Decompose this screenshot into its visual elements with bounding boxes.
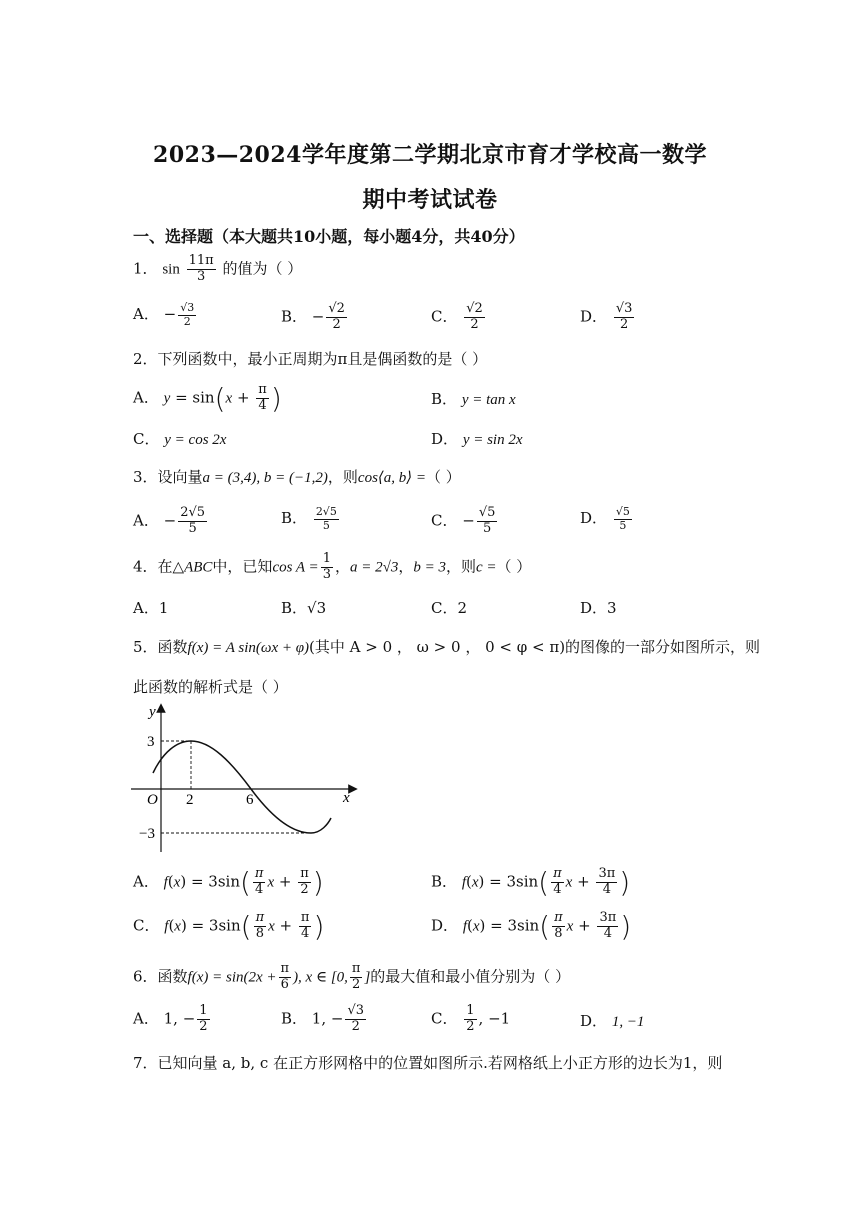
- question-5-line2: 此函数的解析式是（ ）: [133, 678, 288, 696]
- q5-option-a[interactable]: A． f(x) = 3sin( $\frac{\pi}{4}$ x + $\frac{\pi}{2}$ ): [133, 866, 324, 899]
- fraction: $\frac{11\pi}{3}$: [188, 253, 214, 284]
- tick-6: 6: [246, 792, 254, 808]
- question-6: 6．函数f(x) = sin(2x + $\frac{\pi}{6}$ ), x ∈ [0, $\frac{\pi}{2}$ ]的最大值和最小值分别为（ ）: [133, 961, 571, 992]
- question-5-line1: 5．函数f(x) = A sin(ωx + φ)(其中 A > 0 ， ω > 0 ， 0 < φ < π)的图像的一部分如图所示，则: [133, 638, 761, 656]
- question-7: 7．已知向量 a, b, c 在正方形网格中的位置如图所示.若网格纸上小正方形的边长为1，则: [133, 1054, 723, 1072]
- q1-option-a[interactable]: A． − $\frac{√3}{2}$: [133, 301, 195, 328]
- q1-option-b[interactable]: B． − $\frac{√2}{2}$: [281, 301, 345, 332]
- question-1: 1． sin $\frac{11\pi}{3}$ 的值为（ ）: [133, 253, 303, 284]
- q1-option-c[interactable]: C． $\frac{√2}{2}$: [431, 301, 483, 332]
- section-heading: 一、选择题（本大题共10小题，每小题4分，共40分）: [133, 227, 525, 246]
- q3-option-c[interactable]: C． − $\frac{√5}{5}$: [431, 505, 496, 536]
- q6-option-d[interactable]: D． 1, −1: [580, 1012, 645, 1030]
- q3-option-b[interactable]: B． $\frac{2√5}{5}$: [281, 505, 337, 532]
- q6-option-c[interactable]: C． $\frac{1}{2}$ , −1: [431, 1003, 511, 1034]
- q6-option-b[interactable]: B． 1, − $\frac{√3}{2}$: [281, 1003, 365, 1034]
- q5-option-d[interactable]: D． f(x) = 3sin( $\frac{\pi}{8}$ x + $\frac{3\pi}{4}$ ): [431, 910, 632, 943]
- q4-option-c[interactable]: C．2: [431, 599, 468, 617]
- y-label: y: [149, 704, 156, 720]
- question-4: 4．在△ABC中，已知cos A = $\frac{1}{3}$ ，a = 2√3，b = 3，则c =（ ）: [133, 551, 532, 582]
- tick-minus-3: −3: [139, 826, 155, 842]
- exam-title: 2023—2024学年度第二学期北京市育才学校高一数学: [153, 142, 707, 168]
- q3-option-a[interactable]: A． − $\frac{2√5}{5}$: [133, 505, 206, 536]
- q2-option-b[interactable]: B． y = tan x: [431, 390, 516, 408]
- q2-option-d[interactable]: D． y = sin 2x: [431, 430, 523, 448]
- q6-option-a[interactable]: A． 1, − $\frac{1}{2}$: [133, 1003, 208, 1034]
- tick-2: 2: [186, 792, 194, 808]
- q4-option-b[interactable]: B．√3: [281, 599, 327, 617]
- q2-option-a[interactable]: A． y = sin(x + $\frac{\pi}{4}$ ): [133, 382, 282, 415]
- origin-label: O: [147, 792, 158, 808]
- question-2: 2．下列函数中，最小正周期为π且是偶函数的是（ ）: [133, 350, 488, 368]
- q1-option-d[interactable]: D． $\frac{√3}{2}$: [580, 301, 633, 332]
- exam-subtitle: 期中考试试卷: [362, 187, 498, 213]
- sine-curve: [153, 741, 331, 833]
- x-label: x: [343, 790, 350, 806]
- question-3: 3．设向量a = (3,4), b = (−1,2)，则cos⟨a, b⟩ =（ ）: [133, 468, 461, 486]
- q4-option-d[interactable]: D．3: [580, 599, 617, 617]
- q4-option-a[interactable]: A．1: [133, 599, 169, 617]
- sine-graph: [125, 700, 365, 860]
- tick-3: 3: [147, 734, 155, 750]
- q3-option-d[interactable]: D． $\frac{√5}{5}$: [580, 505, 630, 532]
- q2-option-c[interactable]: C． y = cos 2x: [133, 430, 227, 448]
- q5-option-c[interactable]: C． f(x) = 3sin( $\frac{\pi}{8}$ x + $\frac{\pi}{4}$ ): [133, 910, 325, 943]
- q5-option-b[interactable]: B． f(x) = 3sin( $\frac{\pi}{4}$ x + $\frac{3\pi}{4}$ ): [431, 866, 631, 899]
